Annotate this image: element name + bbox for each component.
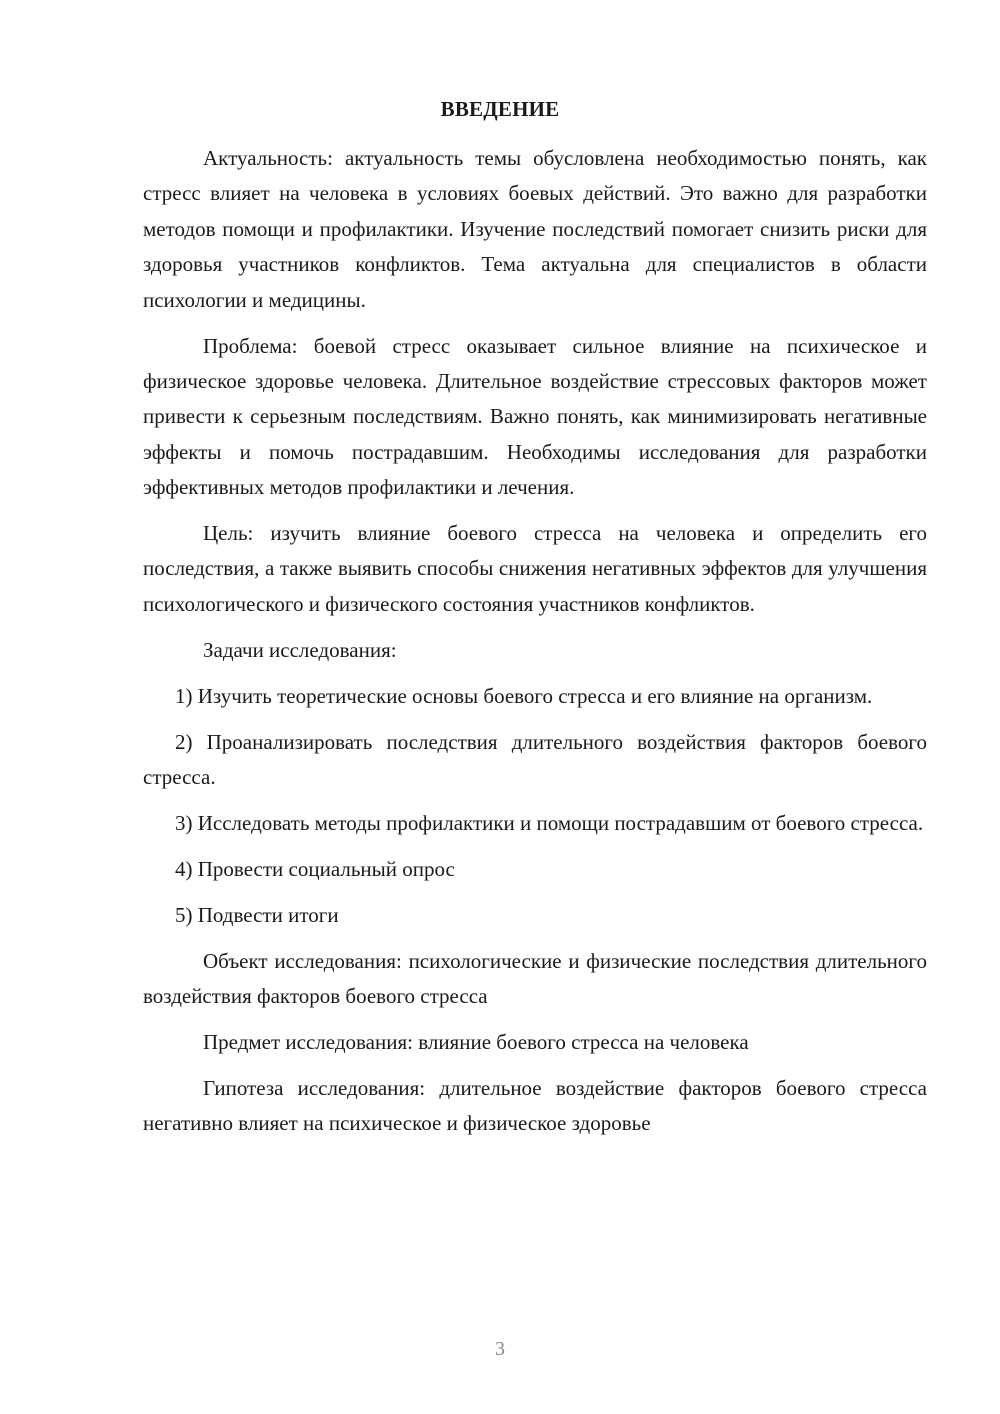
task-item: 3) Исследовать методы профилактики и помощи пострадавшим от боевого стресса. xyxy=(175,810,924,835)
task-item: 5) Подвести итоги xyxy=(175,902,339,927)
tasks-heading: Задачи исследования: xyxy=(203,637,397,662)
goal-paragraph: Цель: изучить влияние боевого стресса на человека и определить его последствия, а также выявить способы снижения негативных эффектов для улучшения психологического и физического состояния участников конфликтов. xyxy=(143,521,927,616)
task-item: 1) Изучить теоретические основы боевого стресса и его влияние на организм. xyxy=(175,683,873,708)
task-item: 2) Проанализировать последствия длительного воздействия факторов боевого стресса. xyxy=(143,729,927,789)
object-paragraph: Объект исследования: психологические и физические последствия длительного воздействия факторов боевого стресса xyxy=(143,948,927,1009)
document-body xyxy=(143,141,927,1152)
relevance-paragraph: Актуальность: актуальность темы обусловлена необходимостью понять, как стресс влияет на человека в условиях боевых действий. Это важно для разработки методов помощи и профилактики. Изучение последствий помогает снизить риски для здоровья участников конфликтов. Тема актуальна для специалистов в области психологии и медицины. xyxy=(143,146,927,312)
subject-paragraph: Предмет исследования: влияние боевого стресса на человека xyxy=(203,1029,749,1054)
section-title: ВВЕДЕНИЕ xyxy=(440,97,560,121)
task-item: 4) Провести социальный опрос xyxy=(175,856,455,881)
hypothesis-paragraph: Гипотеза исследования: длительное воздействие факторов боевого стресса негативно влияет на психическое и физическое здоровье xyxy=(143,1075,927,1136)
problem-paragraph: Проблема: боевой стресс оказывает сильное влияние на психическое и физическое здоровье человека. Длительное воздействие стрессовых факторов может привести к серьезным последствиям. Важно понять, как минимизировать негативные эффекты и помочь пострадавшим. Необходимы исследования для разработки эффективных методов профилактики и лечения. xyxy=(143,333,927,500)
page-number: 3 xyxy=(495,1338,505,1360)
